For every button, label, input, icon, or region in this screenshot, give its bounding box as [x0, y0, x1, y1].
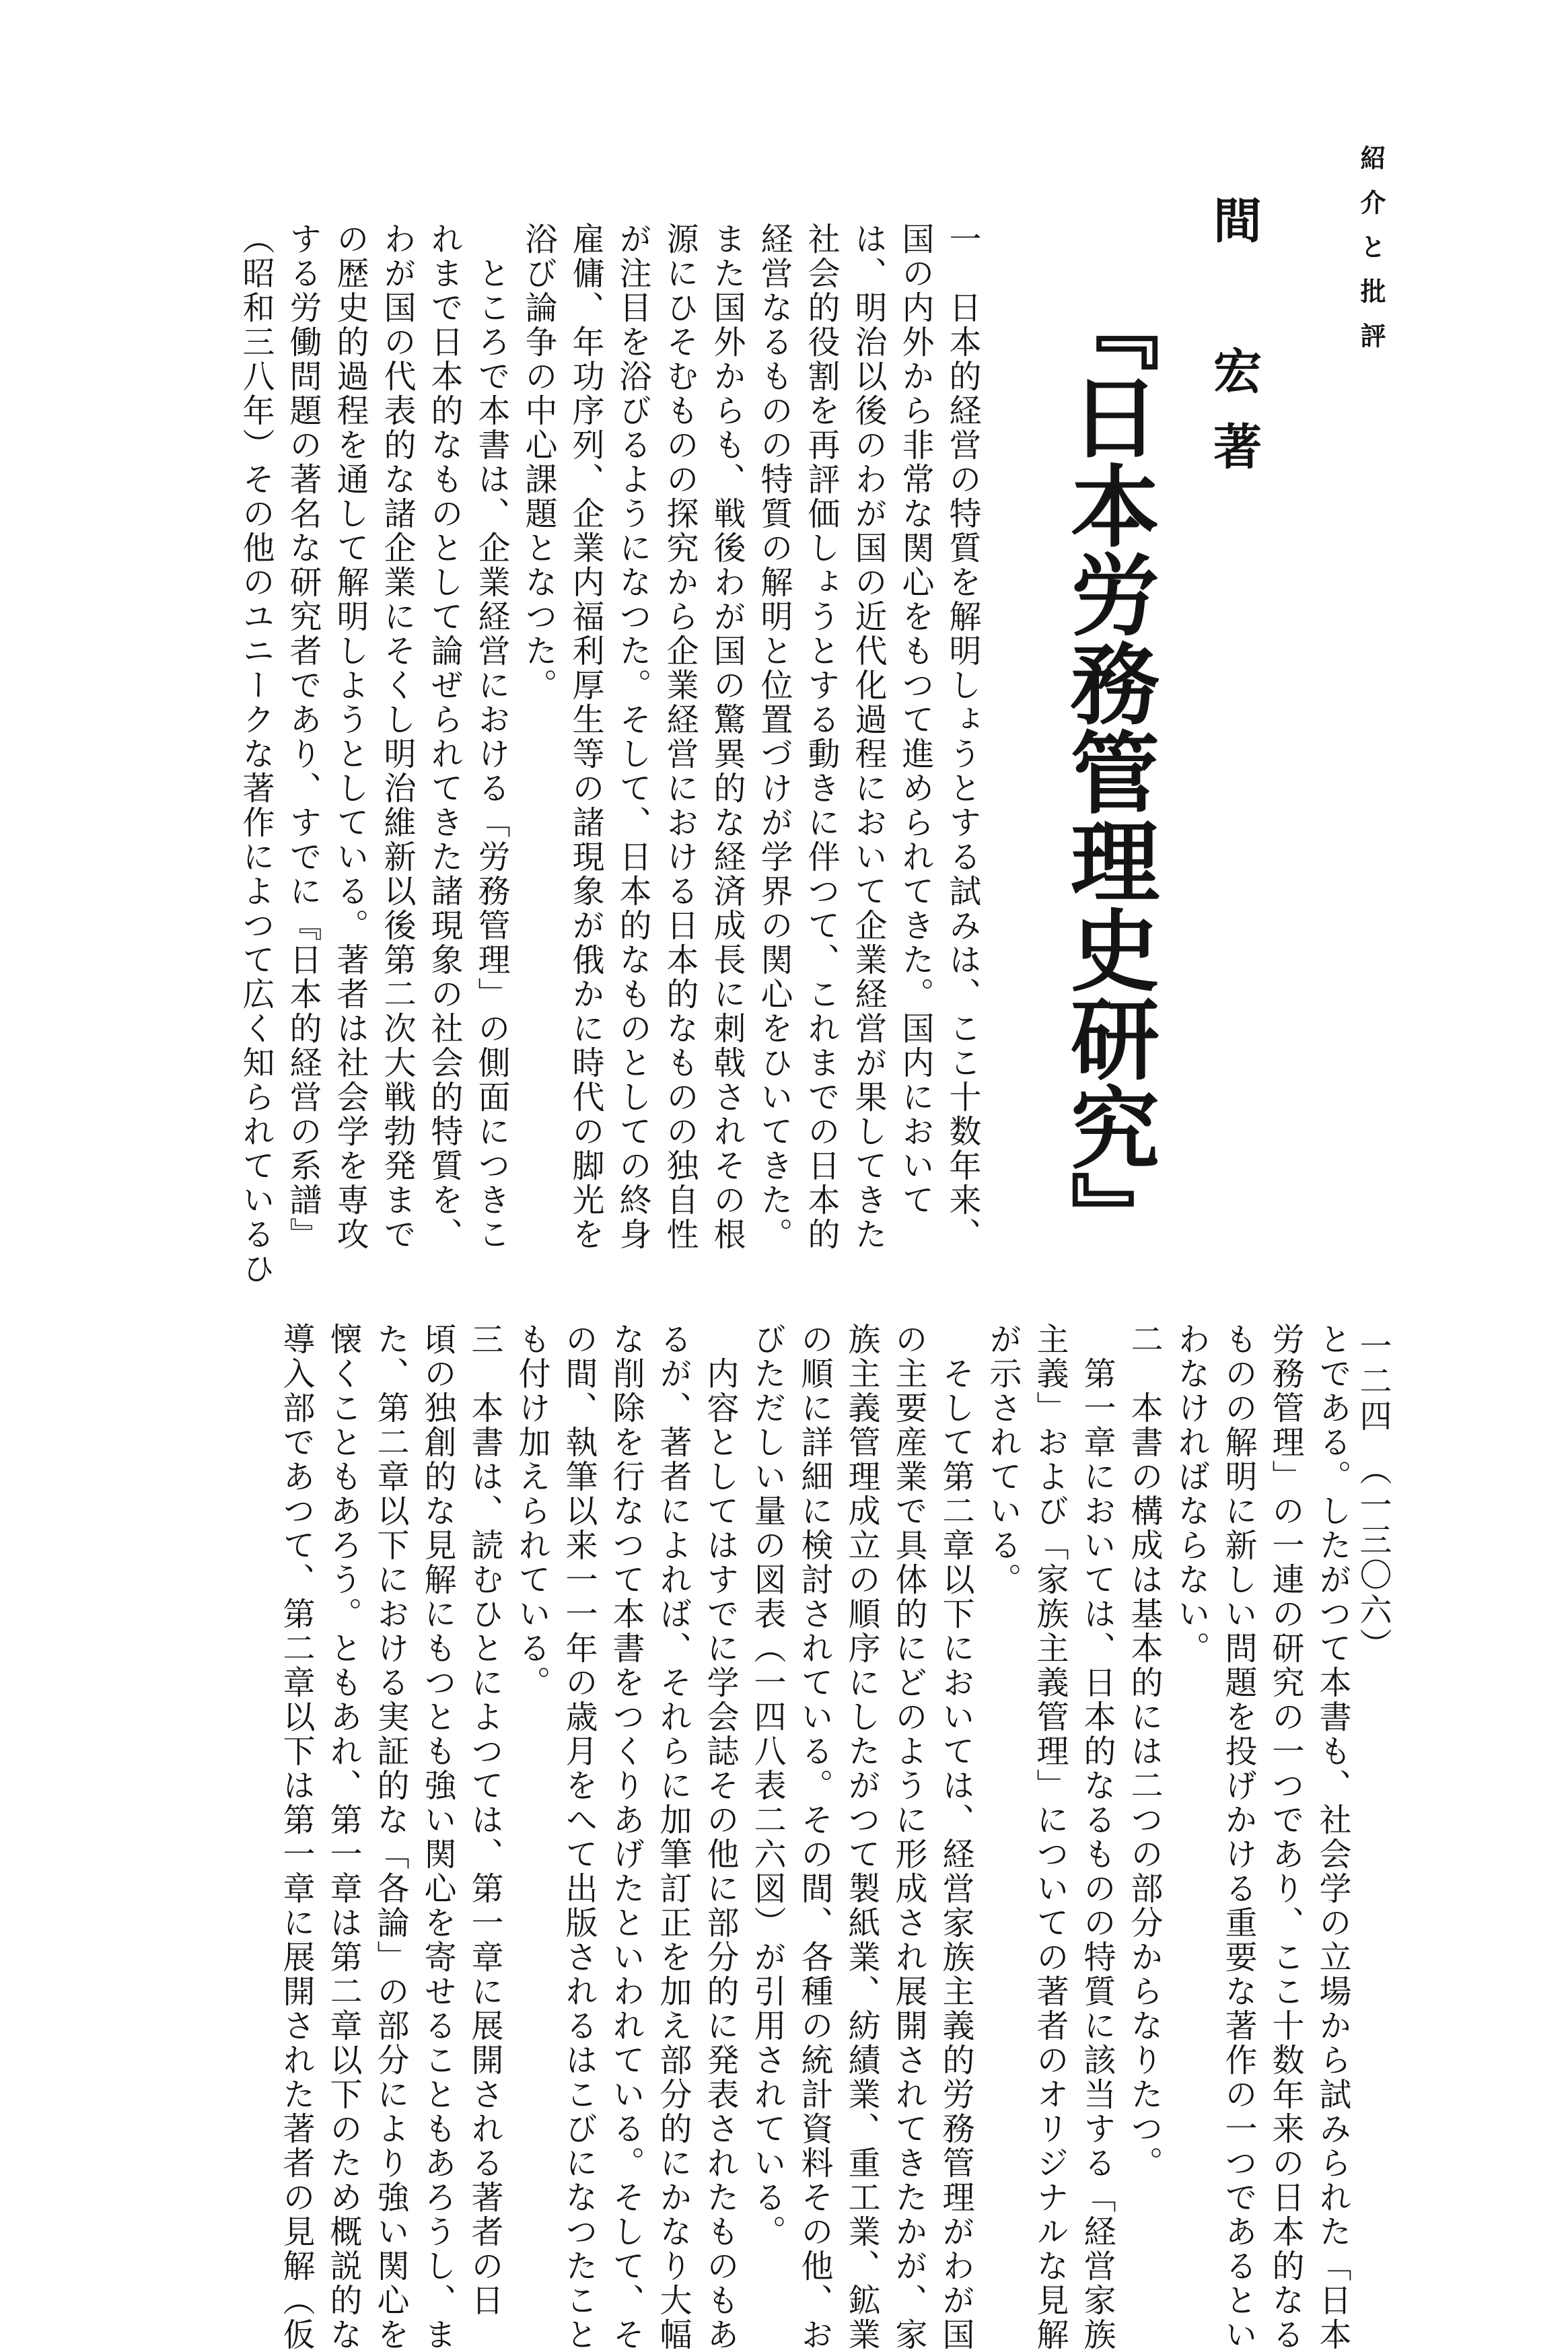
text-column: ものの解明に新しい問題を投げかける重要な著作の一つであるとい: [1219, 1322, 1257, 2352]
upper-text-block: [151, 222, 986, 1286]
text-column: た、第二章以下における実証的な「各論」の部分により強い関心を: [371, 1322, 409, 2352]
book-author: 間 宏著: [1205, 195, 1262, 497]
text-column: の間、執筆以来一一年の歳月をへて出版されるはこびになつたこと: [560, 1322, 598, 2352]
text-column: れまで日本的なものとして論ぜられてきた諸現象の社会的特質を、: [425, 222, 463, 1252]
text-column: 国の内外から非常な関心をもつて進められてきた。国内において: [896, 222, 934, 1217]
text-column: 頃の独創的な見解にもつとも強い関心を寄せることもあろうし、ま: [419, 1322, 456, 2352]
text-column: 労務管理」の一連の研究の一つであり、ここ十数年来の日本的なる: [1267, 1322, 1304, 2352]
text-column: ところで本書は、企業経営における「労務管理」の側面につきこ: [472, 222, 510, 1252]
text-column: が示されている。: [984, 1322, 1022, 1597]
text-column: 主義」および「家族主義管理」についての著者のオリジナルな見解: [1031, 1322, 1069, 2352]
text-column: 一 日本的経営の特質を解明しょうとする試みは、ここ十数年来、: [943, 222, 981, 1252]
text-column: の順に詳細に検討されている。その間、各種の統計資料その他、お: [795, 1322, 833, 2352]
text-column: 源にひそむものの探究から企業経営における日本的なものの独自性: [661, 222, 699, 1252]
text-column: 浴び論争の中心課題となつた。: [520, 222, 557, 703]
text-column: びただしい量の図表（一四八表二六図）が引用されている。: [748, 1322, 786, 2249]
text-column: する労働問題の著名な研究者であり、すでに『日本的経営の系譜』: [284, 222, 322, 1252]
text-column: とである。したがつて本書も、社会学の立場から試みられた「日本: [1314, 1322, 1351, 2352]
text-column: な削除を行なつて本書をつくりあげたといわれている。そして、そ: [607, 1322, 645, 2352]
text-column: 導入部であつて、第二章以下は第一章に展開された著者の見解（仮: [277, 1322, 315, 2352]
text-column: の主要産業で具体的にどのように形成され展開されてきたかが、家: [890, 1322, 927, 2352]
text-column: 三 本書は、読むひとによつては、第一章に展開される著者の日: [466, 1322, 503, 2318]
text-column: わなければならない。: [1172, 1322, 1210, 1666]
text-column: が注目を浴びるようになつた。そして、日本的なものとしての終身: [614, 222, 651, 1252]
lower-text-block: [151, 1322, 1356, 2352]
text-column: 二 本書の構成は基本的には二つの部分からなりたつ。: [1125, 1322, 1163, 2180]
text-column: も付け加えられている。: [513, 1322, 550, 1700]
section-label: 紹介と批評: [1356, 145, 1386, 367]
text-column: 懐くこともあろう。ともあれ、第一章は第二章以下のため概説的な: [324, 1322, 362, 2352]
page-number: 一二四 （一三〇六）: [1354, 1329, 1392, 1663]
text-column: （昭和三八年）その他のユニークな著作によつて広く知られているひ: [237, 222, 275, 1286]
text-column: 社会的役割を再評価しょうとする動きに伴つて、これまでの日本的: [802, 222, 840, 1252]
text-column: 雇傭、年功序列、企業内福利厚生等の諸現象が俄かに時代の脚光を: [567, 222, 604, 1252]
text-column: また国外からも、戦後わが国の驚異的な経済成長に刺戟されその根: [708, 222, 746, 1252]
text-column: るが、著者によれば、それらに加筆訂正を加え部分的にかなり大幅: [654, 1322, 692, 2352]
book-title: 『日本労務管理史研究』: [1055, 283, 1160, 1260]
text-column: そして第二章以下においては、経営家族主義的労務管理がわが国: [937, 1322, 974, 2352]
text-column: 内容としてはすでに学会誌その他に部分的に発表されたものもあ: [701, 1322, 739, 2352]
text-column: わが国の代表的な諸企業にそくし明治維新以後第二次大戦勃発まで: [378, 222, 416, 1252]
text-column: 族主義管理成立の順序にしたがつて製紙業、紡績業、重工業、鉱業: [843, 1322, 880, 2352]
text-column: は、明治以後のわが国の近代化過程において企業経営が果してきた: [849, 222, 887, 1252]
text-column: の歴史的過程を通して解明しようとしている。著者は社会学を専攻: [331, 222, 369, 1252]
text-column: 第一章においては、日本的なるものの特質に該当する「経営家族: [1078, 1322, 1116, 2352]
text-column: 経営なるものの特質の解明と位置づけが学界の関心をひいてきた。: [755, 222, 793, 1252]
